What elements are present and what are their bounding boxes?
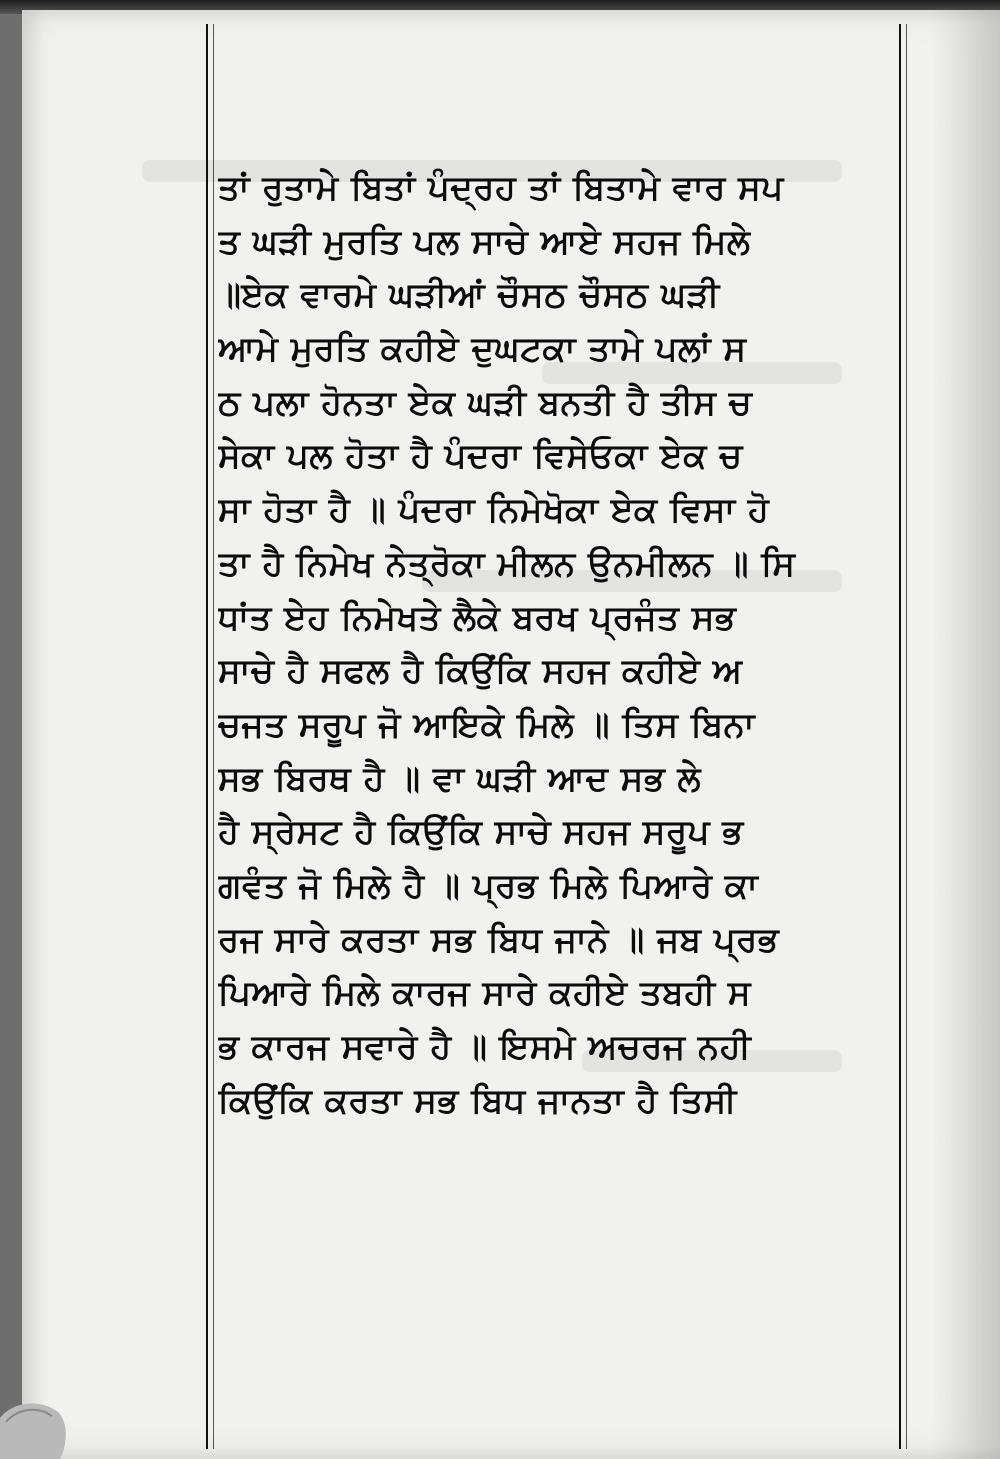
text-line: ਹੈ ਸ੍ਰੇਸਟ ਹੈ ਕਿਉਂਕਿ ਸਾਚੇ ਸਹਜ ਸਰੂਪ ਭ — [218, 812, 744, 853]
margin-rule-left — [206, 24, 208, 1449]
text-line: ॥ਏਕ ਵਾਰਮੇ ਘੜੀਆਂ ਚੌਸਠ ਚੌਸਠ ਘੜੀ — [218, 275, 720, 316]
manuscript-page — [22, 10, 1000, 1459]
text-line: ਤਾ ਹੈ ਨਿਮੇਖ ਨੇਤ੍ਰੋਕਾ ਮੀਲਨ ਉਨਮੀਲਨ ॥ ਸਿ — [218, 543, 796, 584]
text-line: ਧਾਂਤ ਏਹ ਨਿਮੇਖਤੇ ਲੈਕੇ ਬਰਖ ਪ੍ਰਜੰਤ ਸਭ — [218, 597, 737, 638]
text-line: ਸਾ ਹੋਤਾ ਹੈ ॥ ਪੰਦਰਾ ਨਿਮੇਖੋਕਾ ਏਕ ਵਿਸਾ ਹੋ — [218, 490, 770, 531]
text-line: ਸੇਕਾ ਪਲ ਹੋਤਾ ਹੈ ਪੰਦਰਾ ਵਿਸੇਓਕਾ ਏਕ ਚ — [218, 436, 743, 477]
thumb-in-frame — [0, 1398, 70, 1459]
text-line: ਤ ਘੜੀ ਮੁਰਤਿ ਪਲ ਸਾਚੇ ਆਏ ਸਹਜ ਮਿਲੇ — [218, 221, 751, 262]
page-gutter-shadow — [930, 10, 1000, 1459]
text-line: ਕਿਉਂਕਿ ਕਰਤਾ ਸਭ ਬਿਧ ਜਾਨਤਾ ਹੈ ਤਿਸੀ — [218, 1080, 737, 1121]
text-line: ਚਜਤ ਸਰੂਪ ਜੋ ਆਇਕੇ ਮਿਲੇ ॥ ਤਿਸ ਬਿਨਾ — [218, 704, 756, 745]
gurmukhi-text-block — [218, 162, 900, 1128]
text-line: ਪਿਆਰੇ ਮਿਲੇ ਕਾਰਜ ਸਾਰੇ ਕਹੀਏ ਤਬਹੀ ਸ — [218, 973, 752, 1014]
text-line: ਠ ਪਲਾ ਹੋਨਤਾ ਏਕ ਘੜੀ ਬਨਤੀ ਹੈ ਤੀਸ ਚ — [218, 382, 753, 423]
text-line: ਸਭ ਬਿਰਥ ਹੈ ॥ ਵਾ ਘੜੀ ਆਦ ਸਭ ਲੇ — [218, 758, 701, 799]
text-line: ਗਵੰਤ ਜੋ ਮਿਲੇ ਹੈ ॥ ਪ੍ਰਭ ਮਿਲੇ ਪਿਆਰੇ ਕਾ — [218, 865, 759, 906]
text-line: ਭ ਕਾਰਜ ਸਵਾਰੇ ਹੈ ॥ ਇਸਮੇ ਅਚਰਜ ਨਹੀ — [218, 1027, 752, 1067]
text-line: ਤਾਂ ਰੁਤਾਮੇ ਬਿਤਾਂ ਪੰਦ੍ਰਹ ਤਾਂ ਬਿਤਾਮੇ ਵਾਰ ਸਪ — [218, 168, 784, 208]
text-line: ਆਮੇ ਮੁਰਤਿ ਕਹੀਏ ਦੁਘਟਕਾ ਤਾਮੇ ਪਲਾਂ ਸ — [218, 329, 747, 370]
text-line: ਸਾਚੇ ਹੈ ਸਫਲ ਹੈ ਕਿਉਂਕਿ ਸਹਜ ਕਹੀਏ ਅ — [218, 651, 743, 692]
text-line: ਰਜ ਸਾਰੇ ਕਰਤਾ ਸਭ ਬਿਧ ਜਾਨੇ ॥ ਜਬ ਪ੍ਰਭ — [218, 919, 780, 960]
margin-rule-right-inner — [906, 24, 907, 1449]
margin-rule-left-inner — [213, 24, 214, 1449]
